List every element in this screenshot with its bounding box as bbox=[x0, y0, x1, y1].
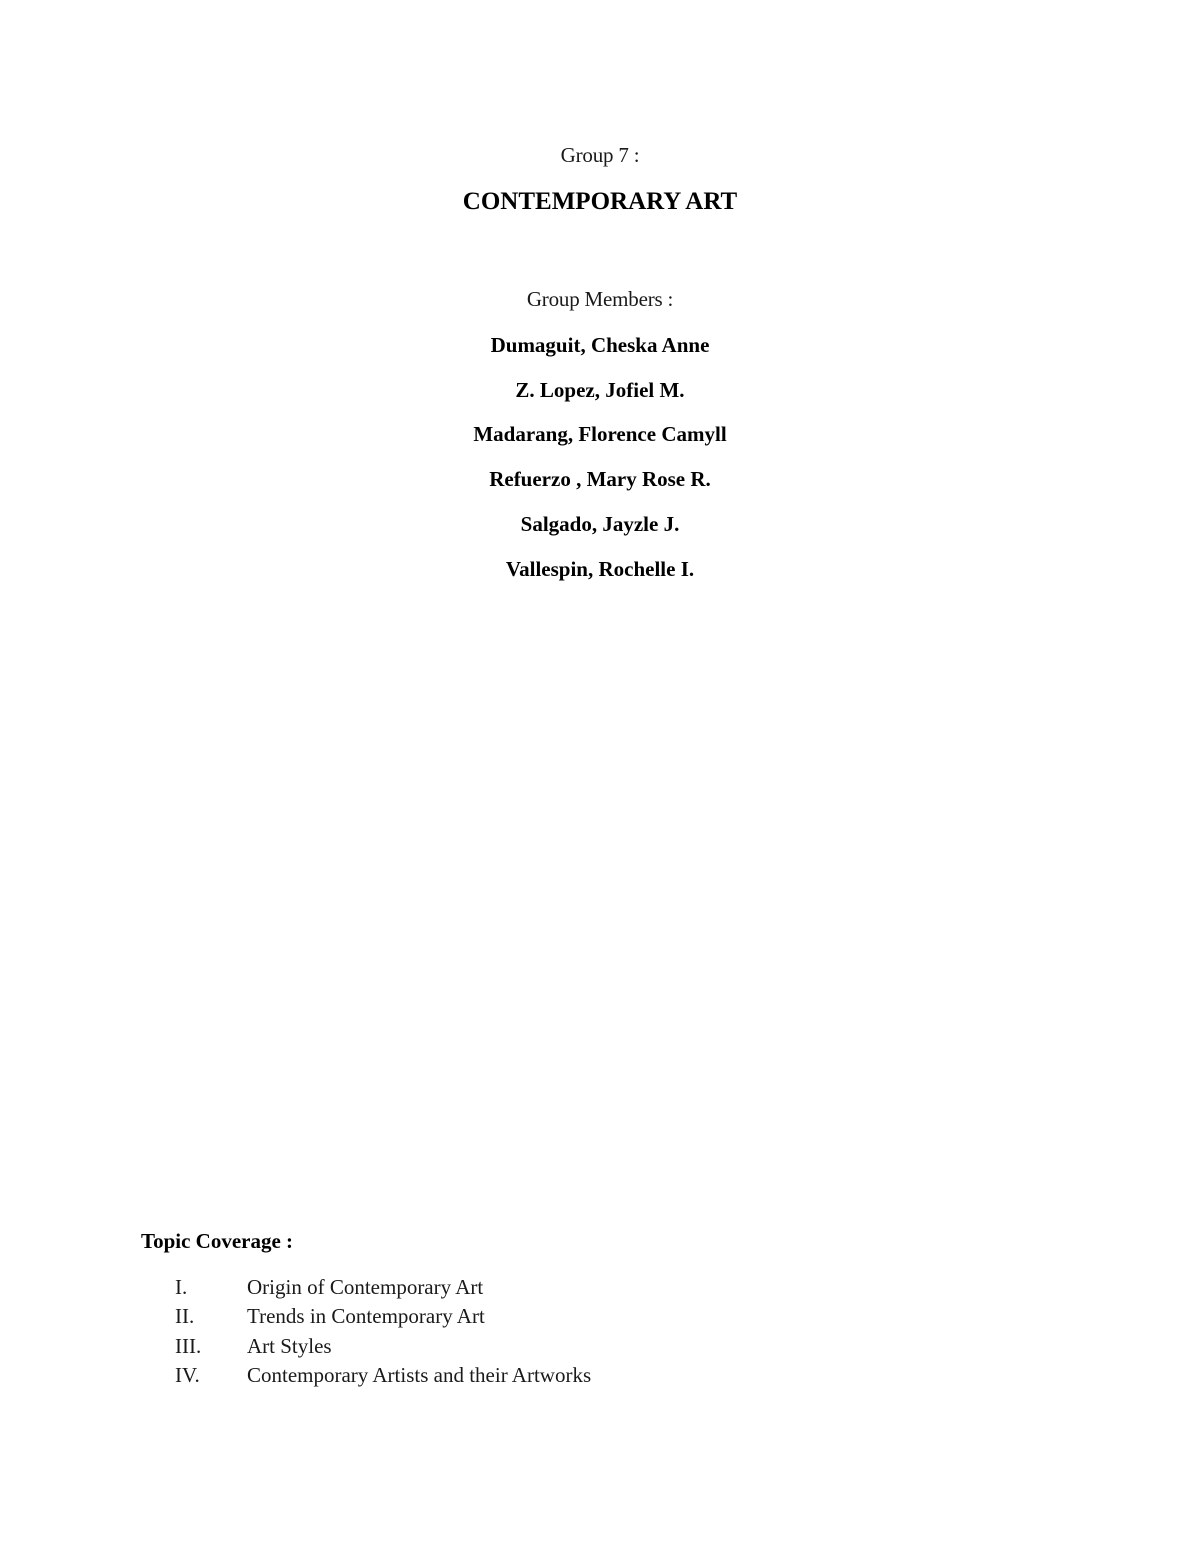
topic-item bbox=[175, 1274, 591, 1303]
document-title: CONTEMPORARY ART bbox=[462, 188, 738, 215]
topic-number: I. bbox=[175, 1275, 188, 1299]
topic-number: IV. bbox=[175, 1362, 200, 1387]
member-name: Madarang, Florence Camyll bbox=[473, 422, 727, 446]
group-label: Group 7 : bbox=[560, 143, 640, 167]
topic-item bbox=[175, 1362, 591, 1391]
topic-number: III. bbox=[175, 1333, 202, 1358]
topic-text: Contemporary Artists and their Artworks bbox=[247, 1362, 592, 1387]
member-name: Salgado, Jayzle J. bbox=[520, 512, 680, 536]
topic-text: Trends in Contemporary Art bbox=[247, 1304, 485, 1329]
member-name: Dumaguit, Cheska Anne bbox=[490, 333, 710, 357]
members-label: Group Members : bbox=[526, 287, 674, 311]
member-name: Refuerzo , Mary Rose R. bbox=[489, 467, 711, 491]
topic-text: Origin of Contemporary Art bbox=[247, 1275, 484, 1299]
member-name: Z. Lopez, Jofiel M. bbox=[515, 378, 685, 402]
topic-text: Art Styles bbox=[247, 1333, 332, 1358]
topic-list bbox=[175, 1274, 591, 1391]
member-name: Vallespin, Rochelle I. bbox=[505, 557, 695, 581]
topic-item bbox=[175, 1333, 591, 1362]
topic-coverage-heading: Topic Coverage : bbox=[141, 1229, 294, 1253]
topic-item bbox=[175, 1303, 591, 1332]
topic-number: II. bbox=[175, 1304, 195, 1329]
